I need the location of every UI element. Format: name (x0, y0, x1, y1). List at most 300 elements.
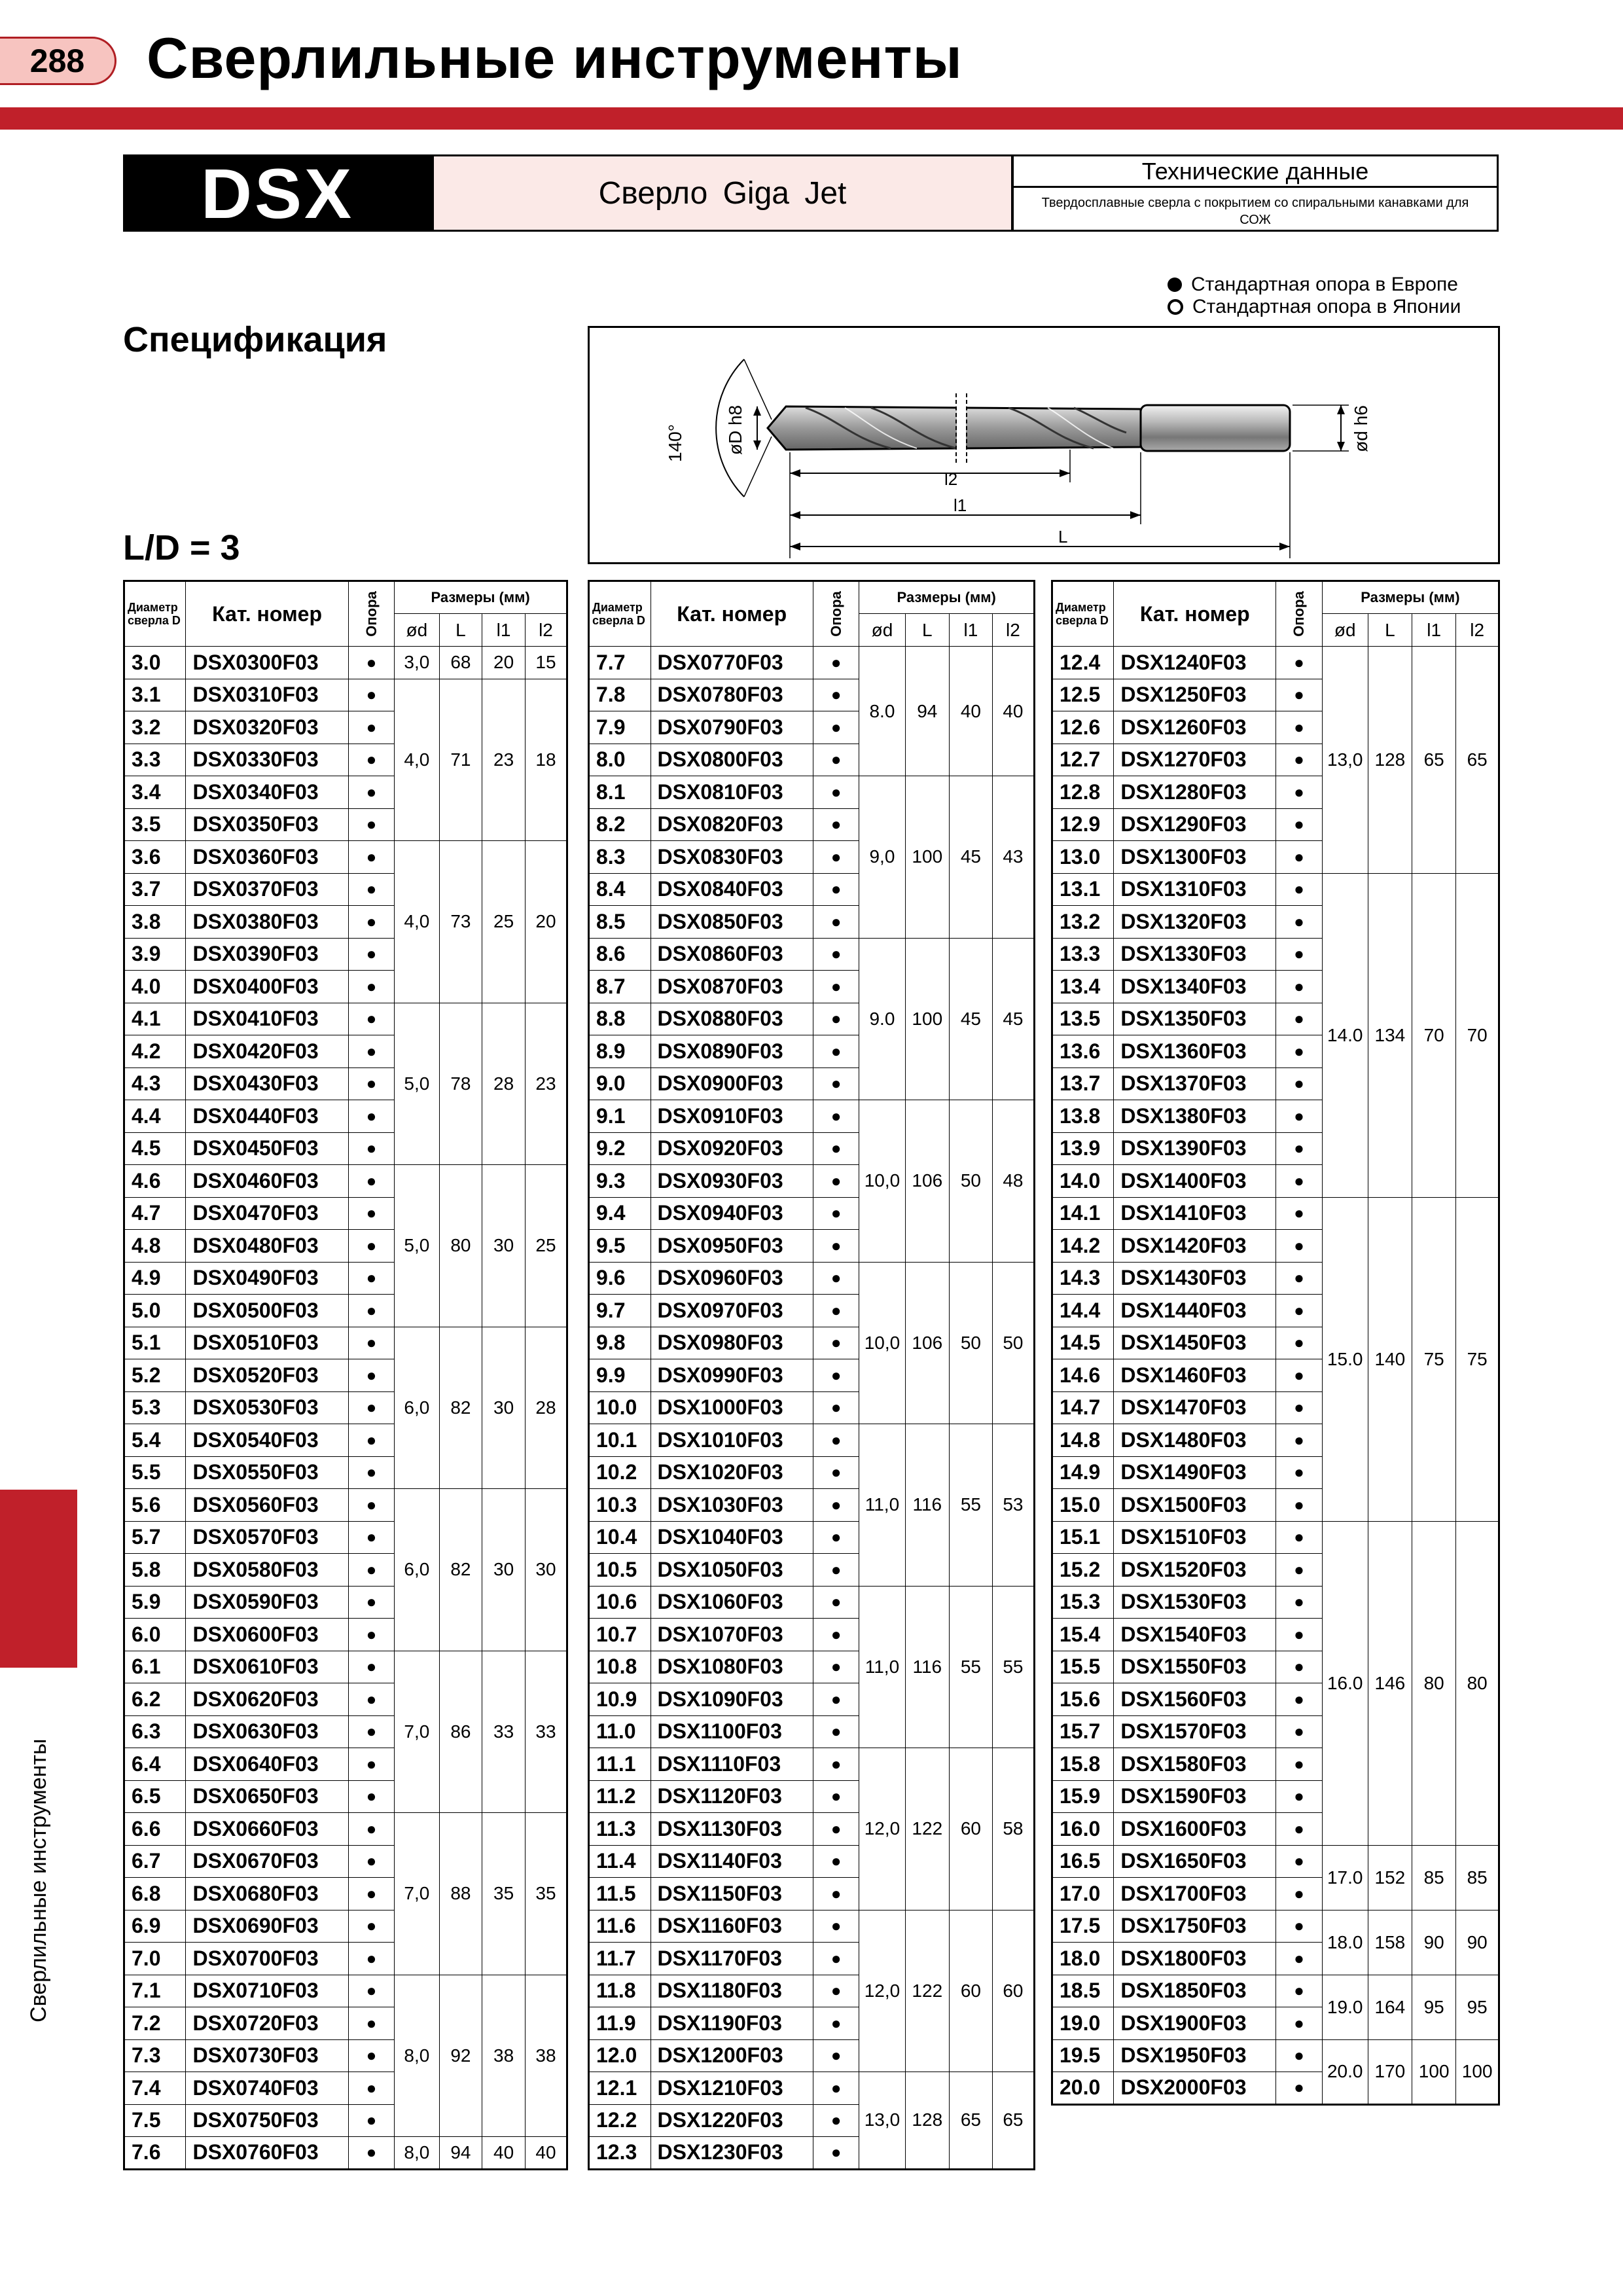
filled-circle-icon: ● (348, 1067, 395, 1100)
drill-diameter: 8.1 (589, 776, 651, 809)
size-l2: 80 (1456, 1521, 1499, 1845)
filled-circle-icon: ● (348, 2104, 395, 2137)
table-row (1052, 2039, 1499, 2072)
cat-number: DSX1090F03 (651, 1683, 813, 1716)
filled-circle-icon: ● (813, 1456, 859, 1489)
cat-number: DSX1950F03 (1114, 2039, 1276, 2072)
drill-diameter: 5.7 (124, 1521, 186, 1554)
size-l1: 80 (1412, 1521, 1456, 1845)
filled-circle-icon: ● (348, 2007, 395, 2040)
filled-circle-icon: ● (1276, 1943, 1323, 1975)
drill-diameter: 13.1 (1052, 873, 1114, 906)
cat-number: DSX0390F03 (186, 938, 348, 971)
table-row (589, 1586, 1035, 1619)
drill-diameter: 6.5 (124, 1780, 186, 1813)
od-h6-label: ød h6 (1351, 405, 1371, 452)
drill-diameter: 7.7 (589, 647, 651, 679)
cat-number: DSX1420F03 (1114, 1230, 1276, 1263)
cat-number: DSX1190F03 (651, 2007, 813, 2040)
drill-diameter: 8.4 (589, 873, 651, 906)
table-row (1052, 647, 1499, 679)
drill-diameter: 15.0 (1052, 1489, 1114, 1522)
size-od: 19.0 (1322, 1975, 1368, 2039)
size-l2: 48 (992, 1100, 1034, 1263)
drill-diameter: 8.3 (589, 841, 651, 874)
size-l1: 28 (482, 1003, 526, 1165)
legend-europe (1168, 274, 1461, 296)
header-od: ød (395, 614, 439, 647)
cat-number: DSX1160F03 (651, 1910, 813, 1943)
cat-number: DSX1590F03 (1114, 1780, 1276, 1813)
filled-circle-icon: ● (1276, 971, 1323, 1003)
drill-diameter: 12.1 (589, 2072, 651, 2105)
drill-diameter: 15.3 (1052, 1586, 1114, 1619)
filled-circle-icon: ● (1276, 1651, 1323, 1683)
size-l1: 50 (950, 1262, 993, 1424)
cat-number: DSX0820F03 (651, 808, 813, 841)
cat-number: DSX0580F03 (186, 1554, 348, 1587)
size-od: 18.0 (1322, 1910, 1368, 1975)
table-row (124, 1813, 567, 1846)
drill-diameter: 9.9 (589, 1359, 651, 1392)
size-l1: 40 (950, 647, 993, 776)
cat-number: DSX0790F03 (651, 711, 813, 744)
cat-number: DSX1400F03 (1114, 1165, 1276, 1198)
size-l2: 100 (1456, 2039, 1499, 2104)
size-l2: 40 (992, 647, 1034, 776)
drill-diameter: 14.2 (1052, 1230, 1114, 1263)
filled-circle-icon (1168, 278, 1182, 292)
size-od: 8,0 (395, 2137, 439, 2170)
cat-number: DSX0900F03 (651, 1067, 813, 1100)
drill-diameter: 14.5 (1052, 1327, 1114, 1359)
drill-diameter: 9.4 (589, 1197, 651, 1230)
cat-number: DSX1700F03 (1114, 1878, 1276, 1910)
drill-diameter: 14.0 (1052, 1165, 1114, 1198)
cat-number: DSX1340F03 (1114, 971, 1276, 1003)
size-l: 122 (905, 1910, 950, 2072)
filled-circle-icon: ● (813, 1975, 859, 2007)
filled-circle-icon: ● (348, 938, 395, 971)
header-sizes: Размеры (мм) (859, 581, 1035, 614)
filled-circle-icon: ● (1276, 2007, 1323, 2040)
drill-diameter: 3.1 (124, 679, 186, 711)
cat-number: DSX0760F03 (186, 2137, 348, 2170)
size-l: 122 (905, 1748, 950, 1910)
filled-circle-icon: ● (348, 1003, 395, 1035)
drill-diameter: 11.9 (589, 2007, 651, 2040)
drill-diameter: 12.3 (589, 2137, 651, 2170)
drill-diameter: 15.1 (1052, 1521, 1114, 1554)
cat-number: DSX1240F03 (1114, 647, 1276, 679)
size-l2: 45 (992, 938, 1034, 1100)
filled-circle-icon: ● (1276, 1748, 1323, 1781)
table-row (1052, 1521, 1499, 1554)
header-l2: l2 (992, 614, 1034, 647)
size-l: 88 (439, 1813, 482, 1975)
drill-diameter: 12.7 (1052, 744, 1114, 776)
header-l2: l2 (1456, 614, 1499, 647)
header-l1: l1 (1412, 614, 1456, 647)
filled-circle-icon: ● (348, 1132, 395, 1165)
cat-number: DSX0920F03 (651, 1132, 813, 1165)
cat-number: DSX0700F03 (186, 1943, 348, 1975)
drill-drawing (588, 326, 1500, 564)
drill-diameter: 20.0 (1052, 2072, 1114, 2105)
size-l1: 70 (1412, 873, 1456, 1197)
filled-circle-icon: ● (813, 906, 859, 939)
drill-diameter: 12.9 (1052, 808, 1114, 841)
drill-diameter: 4.6 (124, 1165, 186, 1198)
cat-number: DSX0710F03 (186, 1975, 348, 2007)
filled-circle-icon: ● (348, 1197, 395, 1230)
filled-circle-icon: ● (813, 1262, 859, 1295)
size-l1: 65 (950, 2072, 993, 2170)
drill-diameter: 3.3 (124, 744, 186, 776)
drill-diameter: 7.0 (124, 1943, 186, 1975)
cat-number: DSX1460F03 (1114, 1359, 1276, 1392)
drill-diameter: 4.3 (124, 1067, 186, 1100)
cat-number: DSX2000F03 (1114, 2072, 1276, 2105)
cat-number: DSX1140F03 (651, 1845, 813, 1878)
cat-number: DSX1320F03 (1114, 906, 1276, 939)
cat-number: DSX1470F03 (1114, 1391, 1276, 1424)
filled-circle-icon: ● (348, 1521, 395, 1554)
filled-circle-icon: ● (1276, 1295, 1323, 1327)
legend (1168, 274, 1461, 318)
size-l2: 60 (992, 1910, 1034, 2072)
tech-data-description: Твердосплавные сверла с покрытием со спиральными канавками для СОЖ (1041, 196, 1469, 227)
cat-number: DSX1390F03 (1114, 1132, 1276, 1165)
drill-diameter: 12.4 (1052, 647, 1114, 679)
cat-number: DSX1500F03 (1114, 1489, 1276, 1522)
filled-circle-icon: ● (1276, 873, 1323, 906)
spec-heading: Спецификация (123, 320, 387, 359)
drill-diameter: 18.0 (1052, 1943, 1114, 1975)
size-l: 106 (905, 1262, 950, 1424)
sidebar-section-label: Сверлильные инструменты (26, 1738, 51, 2022)
filled-circle-icon: ● (813, 1943, 859, 1975)
filled-circle-icon: ● (813, 1165, 859, 1198)
filled-circle-icon: ● (1276, 1554, 1323, 1587)
drill-diameter: 13.9 (1052, 1132, 1114, 1165)
filled-circle-icon: ● (1276, 1715, 1323, 1748)
cat-number: DSX0430F03 (186, 1067, 348, 1100)
cat-number: DSX1490F03 (1114, 1456, 1276, 1489)
drill-diameter: 11.1 (589, 1748, 651, 1781)
cat-number: DSX0980F03 (651, 1327, 813, 1359)
drill-diameter: 4.1 (124, 1003, 186, 1035)
cat-number: DSX0440F03 (186, 1100, 348, 1133)
drill-diameter: 11.2 (589, 1780, 651, 1813)
size-l: 82 (439, 1327, 482, 1489)
cat-number: DSX0570F03 (186, 1521, 348, 1554)
filled-circle-icon: ● (1276, 1813, 1323, 1846)
cat-number: DSX0970F03 (651, 1295, 813, 1327)
filled-circle-icon: ● (348, 1554, 395, 1587)
size-l: 128 (905, 2072, 950, 2170)
filled-circle-icon: ● (1276, 1975, 1323, 2007)
size-l2: 58 (992, 1748, 1034, 1910)
cat-number: DSX0730F03 (186, 2039, 348, 2072)
cat-number: DSX0690F03 (186, 1910, 348, 1943)
cat-number: DSX0940F03 (651, 1197, 813, 1230)
filled-circle-icon: ● (1276, 1845, 1323, 1878)
size-l1: 23 (482, 679, 526, 841)
table-row (124, 1975, 567, 2007)
filled-circle-icon: ● (1276, 1035, 1323, 1068)
cat-number: DSX1570F03 (1114, 1715, 1276, 1748)
filled-circle-icon: ● (813, 679, 859, 711)
drill-diameter: 3.2 (124, 711, 186, 744)
product-name: Сверло Giga Jet (432, 154, 1013, 232)
filled-circle-icon: ● (348, 1230, 395, 1263)
cat-number: DSX0450F03 (186, 1132, 348, 1165)
filled-circle-icon: ● (348, 1456, 395, 1489)
drill-diameter: 14.6 (1052, 1359, 1114, 1392)
size-l2: 33 (525, 1651, 567, 1813)
size-od: 13,0 (1322, 647, 1368, 874)
cat-number: DSX0330F03 (186, 744, 348, 776)
drill-diameter: 9.7 (589, 1295, 651, 1327)
filled-circle-icon: ● (348, 2039, 395, 2072)
L-label: L (1058, 527, 1068, 547)
drill-diameter: 10.9 (589, 1683, 651, 1716)
cat-number: DSX0680F03 (186, 1878, 348, 1910)
table-row (589, 2072, 1035, 2105)
cat-number: DSX1180F03 (651, 1975, 813, 2007)
cat-number: DSX0630F03 (186, 1715, 348, 1748)
filled-circle-icon: ● (1276, 1489, 1323, 1522)
cat-number: DSX0950F03 (651, 1230, 813, 1263)
table-row (1052, 1845, 1499, 1878)
cat-number: DSX0750F03 (186, 2104, 348, 2137)
drill-diameter: 5.1 (124, 1327, 186, 1359)
size-l: 140 (1368, 1197, 1412, 1521)
drill-diameter: 12.0 (589, 2039, 651, 2072)
size-od: 6,0 (395, 1327, 439, 1489)
filled-circle-icon: ● (813, 1748, 859, 1781)
drill-diameter: 10.1 (589, 1424, 651, 1457)
cat-number: DSX0490F03 (186, 1262, 348, 1295)
filled-circle-icon: ● (1276, 2039, 1323, 2072)
filled-circle-icon: ● (348, 1391, 395, 1424)
cat-number: DSX1170F03 (651, 1943, 813, 1975)
cat-number: DSX1120F03 (651, 1780, 813, 1813)
drill-diameter: 16.0 (1052, 1813, 1114, 1846)
sidebar-red-tab (0, 1490, 77, 1668)
filled-circle-icon: ● (813, 711, 859, 744)
drill-diameter: 4.4 (124, 1100, 186, 1133)
cat-number: DSX0830F03 (651, 841, 813, 874)
size-l: 100 (905, 938, 950, 1100)
cat-number: DSX0890F03 (651, 1035, 813, 1068)
filled-circle-icon: ● (813, 971, 859, 1003)
drill-diameter: 9.3 (589, 1165, 651, 1198)
cat-number: DSX0540F03 (186, 1424, 348, 1457)
cat-number: DSX1370F03 (1114, 1067, 1276, 1100)
filled-circle-icon: ● (348, 1780, 395, 1813)
size-l: 170 (1368, 2039, 1412, 2104)
filled-circle-icon: ● (1276, 1683, 1323, 1716)
drill-diameter: 11.6 (589, 1910, 651, 1943)
filled-circle-icon: ● (348, 1943, 395, 1975)
tech-data-box (1012, 154, 1499, 232)
size-l1: 30 (482, 1489, 526, 1651)
size-l1: 45 (950, 938, 993, 1100)
filled-circle-icon: ● (348, 1035, 395, 1068)
cat-number: DSX1230F03 (651, 2137, 813, 2170)
size-l2: 38 (525, 1975, 567, 2137)
table-row (589, 1424, 1035, 1457)
drill-diameter: 7.1 (124, 1975, 186, 2007)
filled-circle-icon: ● (813, 2104, 859, 2137)
filled-circle-icon: ● (348, 808, 395, 841)
drill-diameter: 10.6 (589, 1586, 651, 1619)
table-row (124, 1651, 567, 1683)
drill-diameter: 9.2 (589, 1132, 651, 1165)
table-row (1052, 1975, 1499, 2007)
cat-number: DSX1330F03 (1114, 938, 1276, 971)
drill-diameter: 4.5 (124, 1132, 186, 1165)
drill-diameter: 4.8 (124, 1230, 186, 1263)
drill-diameter: 5.9 (124, 1586, 186, 1619)
drill-diameter: 14.3 (1052, 1262, 1114, 1295)
size-l: 86 (439, 1651, 482, 1813)
drill-diameter: 15.5 (1052, 1651, 1114, 1683)
filled-circle-icon: ● (348, 776, 395, 809)
filled-circle-icon: ● (813, 1295, 859, 1327)
size-l: 128 (1368, 647, 1412, 874)
filled-circle-icon: ● (1276, 1359, 1323, 1392)
filled-circle-icon: ● (813, 808, 859, 841)
size-od: 3,0 (395, 647, 439, 679)
size-l2: 28 (525, 1327, 567, 1489)
filled-circle-icon: ● (348, 971, 395, 1003)
table-row (589, 776, 1035, 809)
drill-diameter: 6.6 (124, 1813, 186, 1846)
cat-number: DSX1220F03 (651, 2104, 813, 2137)
cat-number: DSX0860F03 (651, 938, 813, 971)
size-od: 10,0 (859, 1100, 905, 1263)
cat-number: DSX1150F03 (651, 1878, 813, 1910)
filled-circle-icon: ● (813, 1683, 859, 1716)
filled-circle-icon: ● (1276, 1586, 1323, 1619)
cat-number: DSX1260F03 (1114, 711, 1276, 744)
drill-diameter: 3.9 (124, 938, 186, 971)
filled-circle-icon: ● (348, 744, 395, 776)
filled-circle-icon: ● (348, 841, 395, 874)
table-row (124, 1003, 567, 1035)
filled-circle-icon: ● (348, 1878, 395, 1910)
drill-diameter: 9.0 (589, 1067, 651, 1100)
size-l: 94 (439, 2137, 482, 2170)
cat-number: DSX0520F03 (186, 1359, 348, 1392)
header-opora-label: Опора (363, 591, 380, 637)
cat-number: DSX0480F03 (186, 1230, 348, 1263)
cat-number: DSX1850F03 (1114, 1975, 1276, 2007)
filled-circle-icon: ● (813, 1035, 859, 1068)
drill-diameter: 4.2 (124, 1035, 186, 1068)
size-l2: 70 (1456, 873, 1499, 1197)
filled-circle-icon: ● (348, 1489, 395, 1522)
size-l2: 35 (525, 1813, 567, 1975)
filled-circle-icon: ● (1276, 1619, 1323, 1651)
angle-label: 140° (665, 424, 685, 462)
cat-number: DSX1900F03 (1114, 2007, 1276, 2040)
cat-number: DSX0770F03 (651, 647, 813, 679)
cat-number: DSX0880F03 (651, 1003, 813, 1035)
drill-diameter: 5.2 (124, 1359, 186, 1392)
drill-diameter: 13.8 (1052, 1100, 1114, 1133)
tech-data-title: Технические данные (1014, 156, 1497, 188)
drill-diameter: 5.8 (124, 1554, 186, 1587)
drill-diameter: 3.4 (124, 776, 186, 809)
drill-diameter: 3.8 (124, 906, 186, 939)
cat-number: DSX1540F03 (1114, 1619, 1276, 1651)
cat-number: DSX0640F03 (186, 1748, 348, 1781)
size-l1: 90 (1412, 1910, 1456, 1975)
size-l1: 30 (482, 1327, 526, 1489)
filled-circle-icon: ● (813, 1651, 859, 1683)
table-row (1052, 1910, 1499, 1943)
filled-circle-icon: ● (813, 1521, 859, 1554)
cat-number: DSX1360F03 (1114, 1035, 1276, 1068)
header-L: L (905, 614, 950, 647)
size-l: 94 (905, 647, 950, 776)
filled-circle-icon: ● (813, 1424, 859, 1457)
header-cat-number: Кат. номер (1114, 581, 1276, 647)
cat-number: DSX0410F03 (186, 1003, 348, 1035)
size-l1: 75 (1412, 1197, 1456, 1521)
cat-number: DSX1070F03 (651, 1619, 813, 1651)
table-row (589, 1910, 1035, 1943)
size-od: 14.0 (1322, 873, 1368, 1197)
drill-diameter: 7.4 (124, 2072, 186, 2105)
drill-diameter: 14.9 (1052, 1456, 1114, 1489)
drill-diameter: 13.7 (1052, 1067, 1114, 1100)
filled-circle-icon: ● (348, 1910, 395, 1943)
drill-diameter: 13.0 (1052, 841, 1114, 874)
legend-japan (1168, 296, 1461, 318)
cat-number: DSX0780F03 (651, 679, 813, 711)
header-L: L (439, 614, 482, 647)
size-l2: 20 (525, 841, 567, 1003)
filled-circle-icon: ● (813, 1197, 859, 1230)
drill-diameter: 12.5 (1052, 679, 1114, 711)
drill-diameter: 10.4 (589, 1521, 651, 1554)
drill-diameter: 15.6 (1052, 1683, 1114, 1716)
header-l1: l1 (950, 614, 993, 647)
drill-diameter: 4.9 (124, 1262, 186, 1295)
filled-circle-icon: ● (1276, 1132, 1323, 1165)
size-l1: 95 (1412, 1975, 1456, 2039)
filled-circle-icon: ● (813, 1489, 859, 1522)
cat-number: DSX0320F03 (186, 711, 348, 744)
drill-diameter: 3.6 (124, 841, 186, 874)
drill-diameter: 10.2 (589, 1456, 651, 1489)
cat-number: DSX1800F03 (1114, 1943, 1276, 1975)
drill-diameter: 7.3 (124, 2039, 186, 2072)
drill-diameter: 5.6 (124, 1489, 186, 1522)
cat-number: DSX0550F03 (186, 1456, 348, 1489)
drill-diameter: 15.7 (1052, 1715, 1114, 1748)
filled-circle-icon: ● (1276, 1327, 1323, 1359)
drill-diameter: 17.0 (1052, 1878, 1114, 1910)
size-l1: 20 (482, 647, 526, 679)
drill-diameter: 8.7 (589, 971, 651, 1003)
size-l: 100 (905, 776, 950, 939)
